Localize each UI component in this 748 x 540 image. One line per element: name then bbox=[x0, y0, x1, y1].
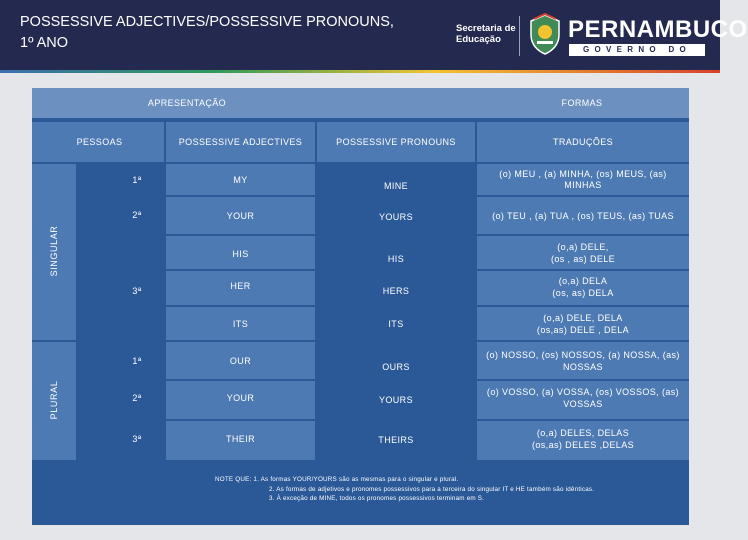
note-line-1: NOTE QUE: 1. As formas YOUR/YOURS são as mesmas para o singular e plural. bbox=[215, 476, 459, 483]
group-plural: PLURAL bbox=[49, 380, 59, 420]
header-apresentacao: APRESENTAÇÃO bbox=[147, 98, 227, 108]
row-translation-line2: (os , as) DELE bbox=[550, 254, 616, 264]
row-person: 1ª bbox=[132, 175, 142, 185]
secretaria-line-1: Secretaria de bbox=[456, 23, 516, 34]
row-adjective: HIS bbox=[232, 249, 249, 259]
state-crest-icon bbox=[525, 13, 565, 55]
brand-subtitle: GOVERNO DO ESTADO bbox=[569, 44, 705, 56]
possessives-table bbox=[32, 88, 689, 525]
page-title bbox=[20, 12, 394, 54]
row-pronoun: HIS bbox=[387, 254, 405, 264]
row-person: 2ª bbox=[132, 393, 142, 403]
header-divider bbox=[519, 16, 520, 56]
title-line-2: 1º ANO bbox=[20, 35, 69, 51]
secretaria-label bbox=[456, 23, 516, 45]
row-pronoun: YOURS bbox=[378, 395, 413, 405]
header-bar bbox=[0, 0, 748, 70]
title-line-1: POSSESSIVE ADJECTIVES/POSSESSIVE PRONOUNS, bbox=[20, 14, 394, 30]
row-translation-line2: MINHAS bbox=[564, 180, 602, 190]
col-header-pessoas: PESSOAS bbox=[76, 137, 123, 147]
brand-name: PERNAMBUCO bbox=[568, 16, 748, 43]
row-translation-line2: NOSSAS bbox=[563, 362, 603, 372]
header-formas: FORMAS bbox=[561, 98, 603, 108]
col-header-adjectives: POSSESSIVE ADJECTIVES bbox=[178, 137, 303, 147]
row-pronoun: THEIRS bbox=[378, 435, 414, 445]
row-person: 3ª bbox=[132, 286, 142, 296]
secretaria-line-2: Educação bbox=[456, 34, 501, 45]
row-person: 2ª bbox=[132, 210, 142, 220]
row-pronoun: HERS bbox=[382, 286, 410, 296]
row-translation-line1: (o) VOSSO, (a) VOSSA, (os) VOSSOS, (as) bbox=[486, 387, 680, 397]
row-adjective: OUR bbox=[229, 356, 252, 366]
col-header-traducoes: TRADUÇÕES bbox=[552, 137, 614, 147]
row-pronoun: ITS bbox=[388, 319, 404, 329]
row-adjective: YOUR bbox=[226, 393, 255, 403]
row-pronoun: YOURS bbox=[378, 212, 413, 222]
row-person: 3ª bbox=[132, 434, 142, 444]
group-singular: SINGULAR bbox=[49, 225, 59, 277]
row-translation-line2: (os,as) DELE , DELA bbox=[536, 325, 630, 335]
row-pronoun: OURS bbox=[382, 362, 410, 372]
row-translation-line1: (o,a) DELES, DELAS bbox=[536, 428, 630, 438]
note-text bbox=[215, 475, 594, 504]
row-translation-line2: (os,as) DELES ,DELAS bbox=[531, 440, 635, 450]
row-adjective: ITS bbox=[232, 319, 249, 329]
col-header-pronouns: POSSESSIVE PRONOUNS bbox=[336, 137, 456, 147]
row-translation-line2: VOSSAS bbox=[563, 399, 603, 409]
row-adjective: HER bbox=[230, 281, 251, 291]
color-stripe bbox=[0, 70, 720, 73]
row-translation-line1: (o) TEU , (a) TUA , (os) TEUS, (as) TUAS bbox=[492, 211, 674, 221]
note-line-3: 3. À exceção de MINE, todos os pronomes possessivos terminam em S. bbox=[269, 495, 485, 502]
row-translation-line1: (o) NOSSO, (os) NOSSOS, (a) NOSSA, (as) bbox=[486, 350, 680, 360]
row-adjective: THEIR bbox=[226, 434, 255, 444]
row-translation-line1: (o,a) DELA bbox=[558, 276, 608, 286]
row-translation-line1: (o,a) DELE, DELA bbox=[543, 313, 623, 323]
row-adjective: MY bbox=[233, 175, 248, 185]
row-person: 1ª bbox=[132, 356, 142, 366]
row-translation-line2: (os, as) DELA bbox=[552, 288, 614, 298]
row-translation-line1: (o) MEU , (a) MINHA, (os) MEUS, (as) bbox=[499, 169, 667, 179]
row-translation-line1: (o,a) DELE, bbox=[557, 242, 609, 252]
row-pronoun: MINE bbox=[383, 181, 409, 191]
note-line-2: 2. As formas de adjetivos e pronomes possessivos para a terceira do singular IT e HE também são idênticas. bbox=[269, 485, 595, 493]
row-adjective: YOUR bbox=[226, 211, 255, 221]
